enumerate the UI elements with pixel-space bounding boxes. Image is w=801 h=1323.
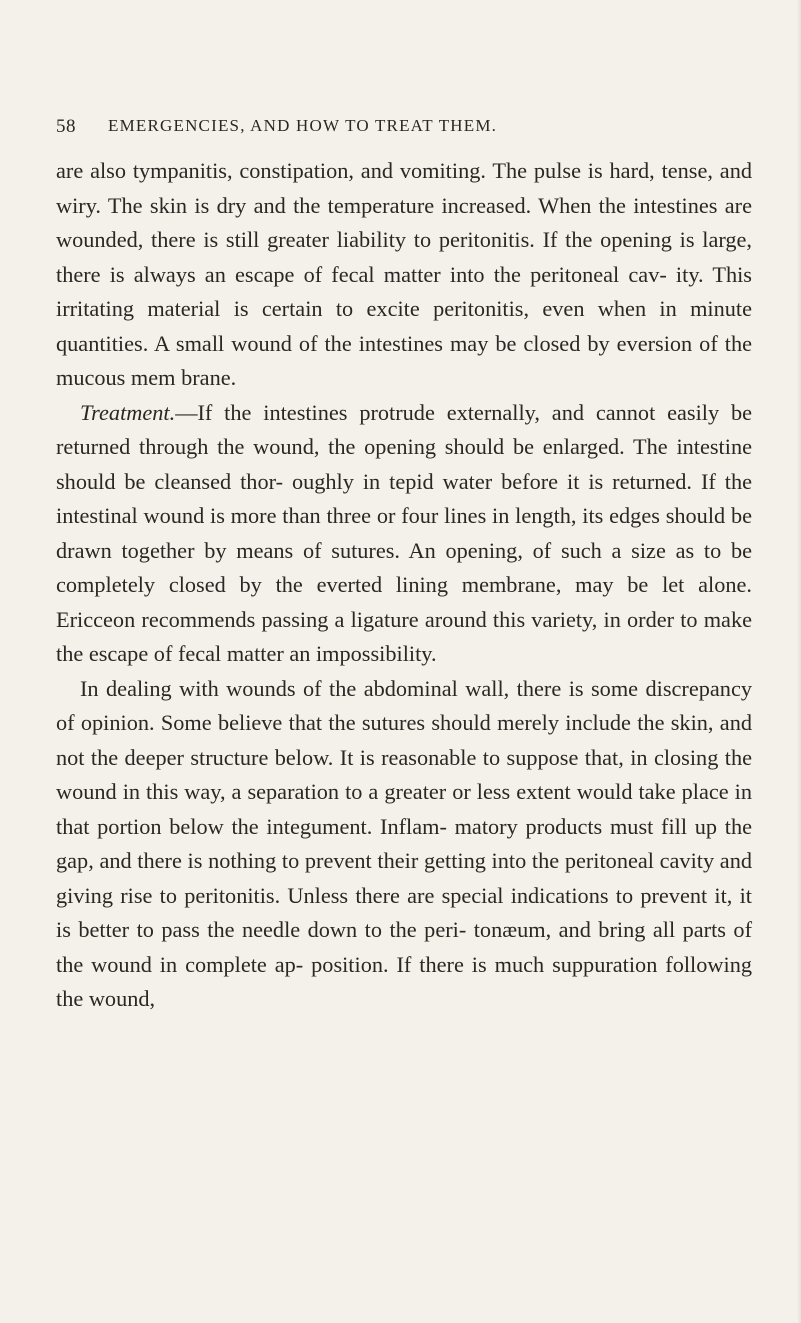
paragraph-treatment	[56, 396, 752, 672]
paragraph-continuation: are also tympanitis, constipation, and vomiting. The pulse is hard, tense, and wiry. The skin is dry and the temperature increased. When the intestines are wounded, there is still greater liability to peritonitis. If the opening is large, there is always an escape of fecal matter into the peritoneal cav- ity. This irritating material is certain to excite peritonitis, even when in minute quantities. A small wound of the intestines may be closed by eversion of the mucous mem brane.	[56, 158, 752, 390]
paragraph-abdominal-wall: In dealing with wounds of the abdominal wall, there is some discrepancy of opinion. Some believe that the sutures should merely include the skin, and not the deeper structure below. It is reasonable to suppose that, in closing the wound in this way, a separation to a greater or less extent would take place in that portion below the integument. Inflam- matory products must fill up the gap, and there is nothing to prevent their getting into the peritoneal cavity and giving rise to peritonitis. Unless there are special indications to prevent it, it is better to pass the needle down to the peri- tonæum, and bring all parts of the wound in complete ap- position. If there is much suppuration following the wound,	[56, 675, 752, 1011]
body-text	[56, 154, 752, 1017]
treatment-text: —If the intestines protrude externally, and cannot easily be returned through the wound, the opening should be enlarged. The intestine should be cleansed thor- oughly in tepid water before it is returned. If the intestinal wound is more than three or four lines in length, its edges should be drawn together by means of sutures. An opening, of such a size as to be completely closed by the everted lining membrane, may be let alone. Ericceon recommends passing a ligature around this variety, in order to make the escape of fecal matter an impossibility.	[56, 399, 752, 666]
treatment-heading: Treatment.	[80, 399, 176, 425]
running-title: EMERGENCIES, AND HOW TO TREAT THEM.	[108, 116, 498, 135]
page-edge-shadow	[797, 0, 801, 1323]
running-head	[56, 116, 756, 142]
page-number: 58	[56, 116, 76, 137]
